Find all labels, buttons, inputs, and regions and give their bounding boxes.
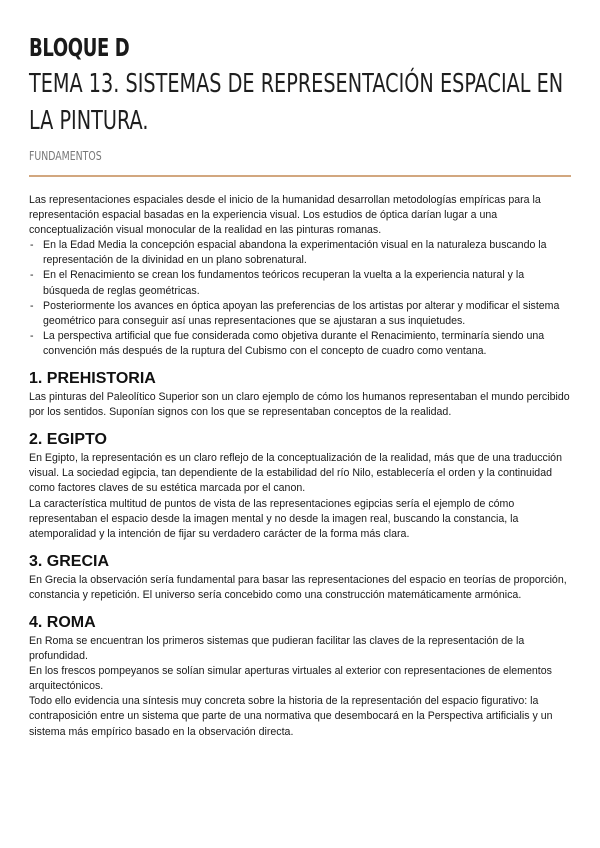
section-paragraph: En los frescos pompeyanos se solían simular aperturas virtuales al exterior con representaciones de elementos arquitectónicos. <box>29 665 552 693</box>
list-item: - La perspectiva artificial que fue considerada como objetiva durante el Renacimiento, terminaría siendo una convención más después de la ruptura del Cubismo con el concepto de cuadro como ventana. <box>30 329 545 357</box>
section-heading-prehistoria: 1. PREHISTORIA <box>29 370 156 388</box>
section-paragraph: La característica multitud de puntos de vista de las representaciones egipcias sería el ejemplo de cómo representaban el espacio desde la imagen mental y no desde la imagen real, buscando la constancia, la atemporalidad y la intención de fijar su verdadero carácter de la forma más clara. <box>29 497 519 540</box>
section-heading-roma: 4. ROMA <box>29 613 96 631</box>
list-item: - En el Renacimiento se crean los fundamentos teóricos recuperan la vuelta a la experiencia natural y la búsqueda de reglas geométricas. <box>30 269 525 297</box>
intro-paragraph: Las representaciones espaciales desde el inicio de la humanidad desarrollan metodologías empíricas para la representación espacial basadas en la experiencia visual. Los estudios de óptica darían lugar a una conceptualización visual monocular de la realidad en las pinturas romanas. <box>29 194 541 237</box>
section-paragraph: Todo ello evidencia una síntesis muy concreta sobre la historia de la representación del espacio figurativo: la contraposición entre un sistema que parte de una normativa que desembocará en la Perspectiva artificialis y un sistema más empírico basado en la observación directa. <box>29 695 553 738</box>
topic-title-line-1: TEMA 13. SISTEMAS DE REPRESENTACIÓN ESPACIAL EN <box>29 69 564 99</box>
intro-bullet-list <box>29 238 571 359</box>
section-heading-grecia: 3. GRECIA <box>29 552 110 570</box>
dash-bullet-icon: - <box>30 239 34 252</box>
list-item: - Posteriormente los avances en óptica apoyan las preferencias de los artistas por alterar y modificar el sistema geométrico para conseguir así unas representaciones que se ajustaran a sus inquietudes. <box>30 299 560 327</box>
block-title: BLOQUE D <box>29 33 130 62</box>
section-paragraph: En Grecia la observación sería fundamental para basar las representaciones del espacio en teorías de proporción, constancia y repetición. El universo sería concebido como una construcción matemáticamente armónica. <box>29 573 567 601</box>
list-item: - En la Edad Media la concepción espacial abandona la experimentación visual en la naturaleza buscando la representación de la divinidad en un plano sobrenatural. <box>30 239 547 267</box>
section-paragraph: Las pinturas del Paleolítico Superior son un claro ejemplo de cómo los humanos representaban el mundo percibido por los sentidos. Suponían signos con los que se representaban conceptos de la realidad. <box>29 391 570 419</box>
section-heading-egipto: 2. EGIPTO <box>29 431 107 449</box>
topic-title-line-2: LA PINTURA. <box>29 106 149 136</box>
document-body <box>29 193 571 740</box>
section-paragraph: En Roma se encuentran los primeros sistemas que pudieran facilitar las claves de la representación de la profundidad. <box>29 634 525 663</box>
header-divider <box>29 175 571 177</box>
dash-bullet-icon: - <box>30 329 34 342</box>
section-paragraph: En Egipto, la representación es un claro reflejo de la conceptualización de la realidad, más que de una traducción visual. La sociedad egipcia, tan dependiente de la estabilidad del río Nilo, establecería el orden y la continuidad como factores claves de su estética marcada por el canon. <box>29 452 562 495</box>
dash-bullet-icon: - <box>30 299 34 312</box>
section-subheading: FUNDAMENTOS <box>29 149 102 163</box>
dash-bullet-icon: - <box>30 269 34 282</box>
